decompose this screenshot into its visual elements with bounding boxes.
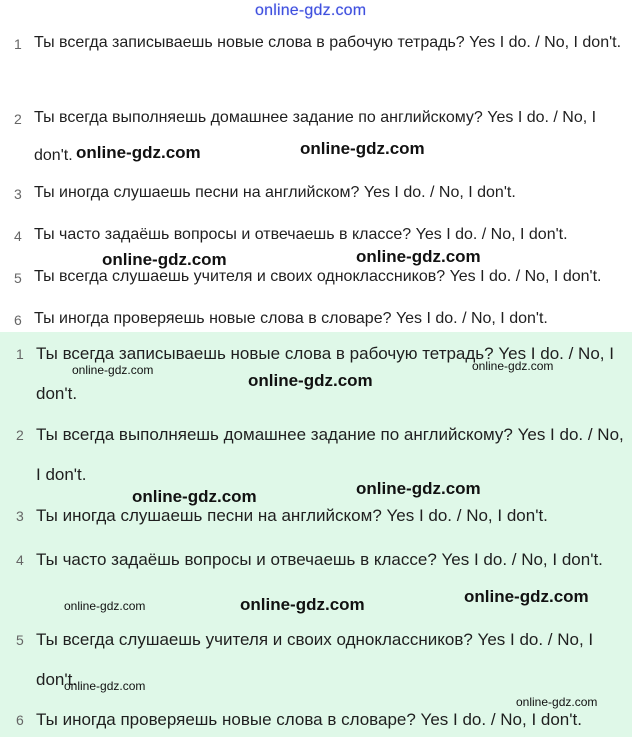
watermark-text: online-gdz.com [300, 139, 425, 158]
question-number: 1 [14, 36, 22, 52]
question-text: Ты часто задаёшь вопросы и отвечаешь в классе? Yes I do. / No, I don't. [34, 226, 568, 243]
question-item-6 [0, 710, 632, 737]
watermark-text: online-gdz.com [240, 595, 365, 614]
question-number: 6 [14, 312, 22, 328]
watermark-text: online-gdz.com [248, 371, 373, 390]
questions-section-answer [0, 332, 632, 737]
watermark-text: online-gdz.com [76, 143, 201, 162]
question-number: 5 [14, 270, 22, 286]
watermark-text: online-gdz.com [64, 599, 146, 613]
question-text: Ты всегда записываешь новые слова в рабочую тетрадь? Yes I do. / No, I don't. [34, 34, 622, 51]
question-number: 4 [16, 552, 24, 568]
watermark-text: online-gdz.com [64, 679, 146, 693]
watermark-text: online-gdz.com [132, 487, 257, 506]
question-text: Ты всегда выполняешь домашнее задание по английскому? Yes I do. / No, I don't. [36, 425, 624, 484]
question-text: Ты иногда проверяешь новые слова в словаре? Yes I do. / No, I don't. [36, 710, 582, 729]
question-text: Ты иногда слушаешь песни на английском? Yes I do. / No, I don't. [36, 506, 548, 525]
question-text: Ты всегда выполняешь домашнее задание по английскому? Yes I do. / No, I don't. [34, 109, 597, 164]
site-logo: online-gdz.com [255, 2, 367, 19]
question-text: Ты часто задаёшь вопросы и отвечаешь в классе? Yes I do. / No, I don't. [36, 550, 603, 569]
watermark-text: online-gdz.com [356, 247, 481, 266]
watermark-text: online-gdz.com [72, 363, 154, 377]
question-text: Ты всегда слушаешь учителя и своих одноклассников? Yes I do. / No, I don't. [34, 268, 602, 285]
watermark-text: online-gdz.com [516, 695, 598, 709]
questions-section-original [0, 24, 632, 332]
question-number: 3 [16, 508, 24, 524]
question-number: 6 [16, 712, 24, 728]
watermark-text: online-gdz.com [102, 250, 227, 269]
watermark-text: online-gdz.com [472, 359, 554, 373]
watermark-text: online-gdz.com [464, 587, 589, 606]
question-text: Ты всегда записываешь новые слова в рабочую тетрадь? Yes I do. / No, I don't. [36, 344, 614, 403]
question-number: 2 [14, 111, 22, 127]
question-number: 2 [16, 427, 24, 443]
question-number: 4 [14, 228, 22, 244]
watermark-text: online-gdz.com [356, 479, 481, 498]
question-number: 5 [16, 632, 24, 648]
question-number: 1 [16, 346, 24, 362]
question-text: Ты иногда слушаешь песни на английском? Yes I do. / No, I don't. [34, 184, 516, 201]
question-text: Ты всегда слушаешь учителя и своих одноклассников? Yes I do. / No, I don't. [36, 630, 594, 689]
question-text: Ты иногда проверяешь новые слова в словаре? Yes I do. / No, I don't. [34, 310, 548, 327]
question-number: 3 [14, 186, 22, 202]
